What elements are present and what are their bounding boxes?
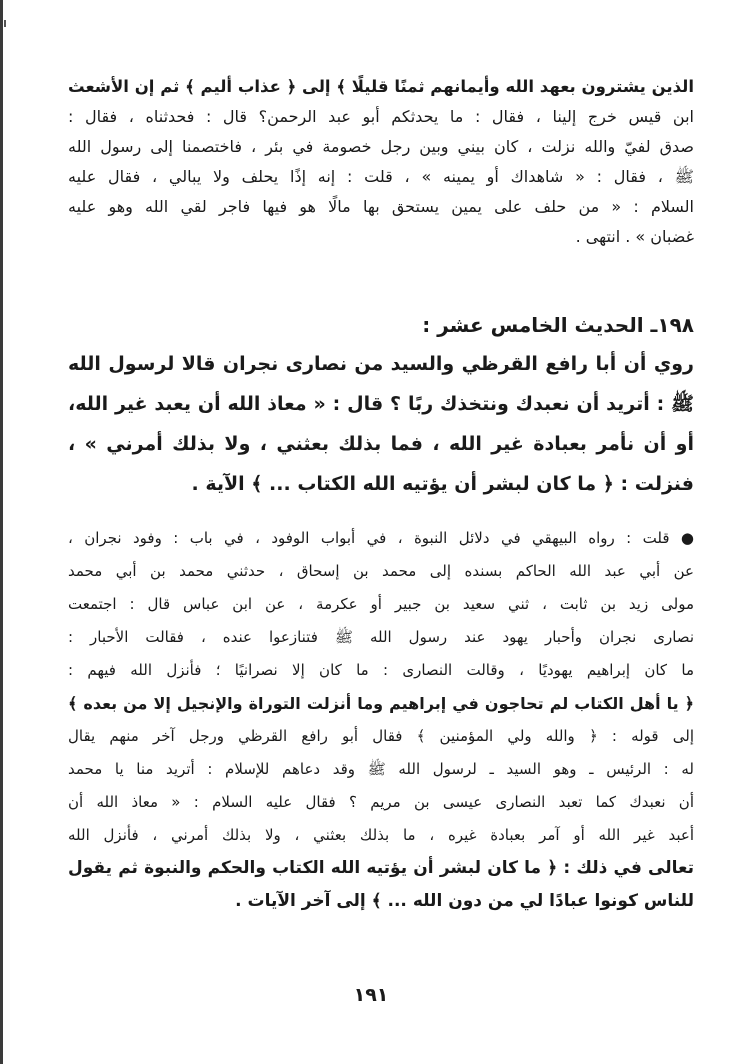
scan-edge-shadow [0, 0, 3, 1064]
scan-mark [4, 20, 6, 27]
intro-line: ابن قيس خرج إلينا ، فقال : ما يحدثكم أبو عبد الرحمن؟ قال : فحدثناه ، فقال : [68, 107, 694, 126]
hadith-line: روي أن أبا رافع القرظي والسيد من نصارى نجران قالا لرسول الله [68, 353, 694, 375]
intro-line: الذين يشترون بعهد الله وأيمانهم ثمنًا قليلًا ﴾ إلى ﴿ عذاب أليم ﴾ ثم إن الأشعث [68, 77, 694, 96]
intro-line: صدق لفيّ والله نزلت ، كان بيني وبين رجل خصومة في بئر ، فاختصمنا إلى رسول الله [68, 137, 694, 156]
commentary-line: أن نعبدك كما تعبد النصارى عيسى بن مريم ؟ فقال عليه السلام : « معاذ الله أن [68, 793, 694, 811]
commentary-line: ما كان إبراهيم يهوديًا ، وقالت النصارى : ما كان إلا نصرانيًا ؛ فأنزل الله فيهم : [68, 661, 694, 679]
commentary-line: ﴿ يا أهل الكتاب لم تحاجون في إبراهيم وما أنزلت التوراة والإنجيل إلا من بعده ﴾ [68, 694, 694, 713]
hadith-line: أو أن نأمر بعبادة غير الله ، فما بذلك بعثني ، ولا بذلك أمرني » ، [68, 433, 694, 455]
commentary-line: مولى زيد بن ثابت ، ثني سعيد بن جبير أو عكرمة ، عن ابن عباس قال : اجتمعت [68, 595, 694, 613]
commentary-line: تعالى في ذلك : ﴿ ما كان لبشر أن يؤتيه الله الكتاب والحكم والنبوة ثم يقول [68, 858, 694, 878]
commentary-line: أعبد غير الله أو آمر بعبادة غيره ، ما بذلك بعثني ، ولا بذلك أمرني ، فأنزل الله [68, 826, 694, 844]
commentary-line: نصارى نجران وأحبار يهود عند رسول الله ﷺ فتنازعوا عنده ، فقالت الأحبار : [68, 628, 694, 646]
commentary-line: إلى قوله : ﴿ والله ولي المؤمنين ﴾ فقال أبو رافع القرظي ورجل آخر منهم يقال [68, 727, 694, 745]
hadith-line: ﷺ : أتريد أن نعبدك ونتخذك ربًا ؟ قال : « معاذ الله أن يعبد غير الله، [68, 393, 694, 415]
commentary [68, 522, 694, 918]
hadith-heading: ١٩٨ـ الحديث الخامس عشر : [422, 313, 694, 337]
commentary-line: عن أبي عبد الله الحاكم بسنده إلى محمد بن إسحاق ، حدثني محمد بن أبي محمد [68, 562, 694, 580]
intro-line: ﷺ ، فقال : « شاهداك أو يمينه » ، قلت : إنه إذًا يحلف ولا يبالي ، فقال عليه [68, 167, 694, 186]
page-number: ١٩١ [353, 984, 389, 1006]
hadith-line: فنزلت : ﴿ ما كان لبشر أن يؤتيه الله الكتاب ... ﴾ الآية . [191, 473, 694, 495]
intro-line: غضبان » . انتهى . [575, 227, 694, 246]
commentary-line: له : الرئيس ـ وهو السيد ـ لرسول الله ﷺ وقد دعاهم للإسلام : أتريد منا يا محمد [68, 760, 694, 778]
commentary-line: ● قلت : رواه البيهقي في دلائل النبوة ، في أبواب الوفود ، في باب : وفود نجران ، [68, 529, 694, 547]
hadith-text [68, 344, 694, 504]
section-heading [68, 307, 694, 343]
commentary-line: للناس كونوا عبادًا لي من دون الله ... ﴾ إلى آخر الآيات . [235, 891, 694, 911]
intro-line: السلام : « من حلف على يمين يستحق بها مالًا هو فيها فاجر لقي الله وهو عليه [68, 197, 694, 216]
intro-paragraph [68, 72, 694, 252]
